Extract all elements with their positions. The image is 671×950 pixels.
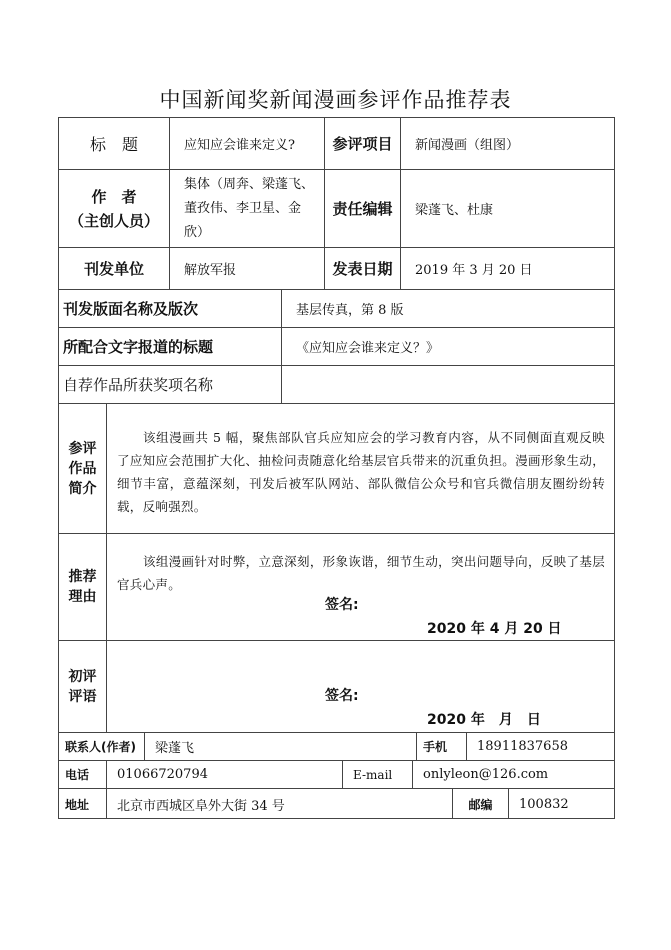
table-bottom-border	[58, 818, 615, 819]
editor-label-text: 责任编辑	[332, 200, 393, 218]
editor-value	[400, 169, 615, 247]
page-value	[281, 289, 615, 327]
address-label	[58, 788, 106, 819]
headline-label-text: 所配合文字报道的标题	[63, 338, 214, 356]
email-value	[412, 760, 615, 788]
recommend-sign-label: 签名:	[325, 597, 359, 613]
phone-value-text: 01066720794	[117, 767, 208, 782]
category-label	[324, 117, 400, 169]
review-sign-label: 签名:	[325, 688, 359, 704]
address-label-text: 地址	[65, 797, 90, 812]
review-sign-date: 2020 年 月 日	[427, 712, 541, 728]
contact-value	[144, 732, 416, 760]
table-right-border	[614, 117, 615, 819]
awards-label	[58, 365, 281, 403]
intro-text: 该组漫画共 5 幅，聚焦部队官兵应知应会的学习教育内容，从不同侧面直观反映了应知应会范围扩大化、抽检问责随意化给基层官兵带来的沉重负担。漫画形象生动，细节丰富，意蕴深刻，刊发后被军队网站、部队微信公众号和官兵微信朋友圈纷纷转载，反响强烈。	[117, 430, 605, 514]
contact-value-text: 梁蓬飞	[155, 741, 195, 756]
title-value-text: 应知应会谁来定义?	[184, 138, 295, 153]
recommend-label	[58, 533, 106, 640]
mobile-label	[416, 732, 466, 760]
category-value-text: 新闻漫画（组图）	[415, 138, 520, 153]
email-value-text: onlyleon@126.com	[423, 767, 549, 782]
awards-value	[281, 365, 615, 403]
recommendation-form	[58, 117, 615, 819]
date-label	[324, 247, 400, 289]
publisher-label	[58, 247, 169, 289]
intro-label-text: 参评作品简介	[68, 440, 97, 497]
postcode-value	[508, 788, 615, 819]
category-value	[400, 117, 615, 169]
phone-value	[106, 760, 342, 788]
author-value-text: 集体（周奔、梁蓬飞、董孜伟、李卫星、金欣）	[184, 176, 315, 240]
author-value	[169, 169, 324, 247]
page-value-text: 基层传真，第 8 版	[296, 303, 404, 318]
phone-label	[58, 760, 106, 788]
awards-label-text: 自荐作品所获奖项名称	[63, 376, 214, 394]
intro-content	[106, 403, 615, 533]
contact-label-text: 联系人(作者)	[65, 740, 136, 754]
form-title: 中国新闻奖新闻漫画参评作品推荐表	[159, 88, 512, 112]
email-label	[342, 760, 412, 788]
editor-value-text: 梁蓬飞、杜康	[415, 203, 494, 218]
author-label-line2: （主创人员）	[68, 211, 159, 230]
category-label-text: 参评项目	[332, 135, 393, 153]
author-label-line1: 作 者	[91, 187, 137, 206]
address-value-text: 北京市西城区阜外大街 34 号	[117, 798, 285, 814]
mobile-label-text: 手机	[423, 740, 448, 754]
review-label	[58, 640, 106, 732]
recommend-label-text: 推荐理由	[68, 569, 97, 605]
recommend-text: 该组漫画针对时弊，立意深刻，形象诙谐，细节生动，突出问题导向，反映了基层官兵心声。	[117, 554, 605, 592]
address-value	[106, 788, 452, 819]
editor-label	[324, 169, 400, 247]
postcode-label	[452, 788, 508, 819]
headline-value	[281, 327, 615, 365]
headline-value-text: 《应知应会谁来定义？》	[296, 341, 440, 356]
contact-label	[58, 732, 144, 760]
mobile-value-text: 18911837658	[477, 739, 568, 754]
title-value	[169, 117, 324, 169]
postcode-label-text: 邮编	[468, 797, 493, 812]
intro-label	[58, 403, 106, 533]
date-value	[400, 247, 615, 289]
publisher-label-text: 刊发单位	[83, 260, 144, 278]
phone-label-text: 电话	[65, 768, 90, 782]
headline-label	[58, 327, 281, 365]
review-content	[106, 640, 615, 732]
mobile-value	[466, 732, 615, 760]
publisher-value	[169, 247, 324, 289]
title-label-text: 标 题	[89, 135, 138, 154]
page-label	[58, 289, 281, 327]
review-label-text: 初评评语	[68, 668, 97, 705]
title-label	[58, 117, 169, 169]
page-label-text: 刊发版面名称及版次	[63, 300, 199, 318]
email-label-text: E-mail	[353, 767, 393, 782]
date-label-text: 发表日期	[332, 260, 393, 278]
recommend-content	[106, 533, 615, 640]
recommend-sign-date: 2020 年 4 月 20 日	[427, 621, 562, 637]
postcode-value-text: 100832	[519, 796, 569, 812]
publisher-value-text: 解放军报	[184, 263, 237, 278]
author-label	[58, 169, 169, 247]
date-value-text: 2019 年 3 月 20 日	[415, 263, 533, 278]
